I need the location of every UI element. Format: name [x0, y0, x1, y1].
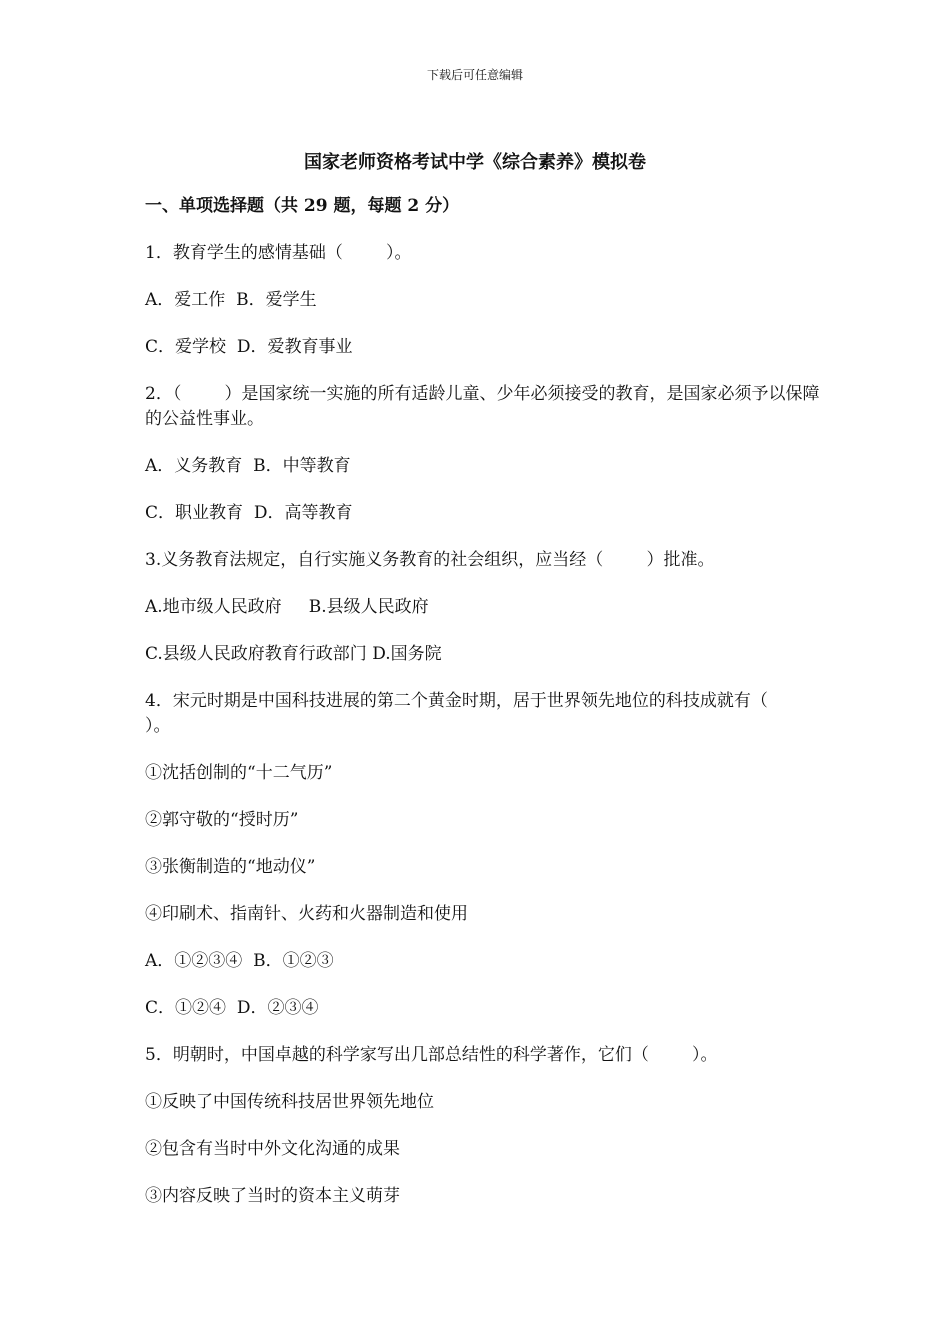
- q1-options-ab: A．爱工作 B．爱学生: [145, 290, 317, 310]
- q3-options-ab: A.地市级人民政府 B.县级人民政府: [145, 597, 429, 617]
- q2-options-cd: C．职业教育 D．高等教育: [145, 503, 353, 523]
- q5-item-2: ②包含有当时中外文化沟通的成果: [145, 1139, 400, 1159]
- q4-stem: 4．宋元时期是中国科技进展的第二个黄金时期，居于世界领先地位的科技成就有（ ）。: [145, 691, 812, 736]
- q3-options-cd: C.县级人民政府教育行政部门 D.国务院: [145, 644, 442, 664]
- q5-item-1: ①反映了中国传统科技居世界领先地位: [145, 1092, 434, 1112]
- q4-options-cd: C．①②④ D．②③④: [145, 998, 319, 1018]
- q4-item-2: ②郭守敬的“授时历”: [145, 810, 299, 830]
- q4-item-4: ④印刷术、指南针、火药和火器制造和使用: [145, 904, 468, 924]
- exam-content: [145, 194, 825, 1231]
- q4-item-3: ③张衡制造的“地动仪”: [145, 857, 316, 877]
- q1-stem: 1．教育学生的感情基础（ ）。: [145, 243, 412, 263]
- q3-stem: 3.义务教育法规定，自行实施义务教育的社会组织，应当经（ ）批准。: [145, 550, 715, 570]
- document-title: 国家老师资格考试中学《综合素养》模拟卷: [304, 152, 646, 173]
- q5-stem: 5．明朝时，中国卓越的科学家写出几部总结性的科学著作，它们（ ）。: [145, 1045, 718, 1065]
- q2-stem: 2．（ ）是国家统一实施的所有适龄儿童、少年必须接受的教育，是国家必须予以保障的公益性事业。: [145, 384, 820, 429]
- page-header-note: 下载后可任意编辑: [426, 68, 523, 82]
- section-heading: 一、单项选择题（共 29 题，每题 2 分）: [145, 196, 460, 216]
- q4-options-ab: A．①②③④ B．①②③: [145, 951, 334, 971]
- q1-options-cd: C．爱学校 D．爱教育事业: [145, 337, 353, 357]
- q5-item-3: ③内容反映了当时的资本主义萌芽: [145, 1186, 400, 1206]
- q2-options-ab: A．义务教育 B．中等教育: [145, 456, 351, 476]
- q4-item-1: ①沈括创制的“十二气历”: [145, 763, 333, 783]
